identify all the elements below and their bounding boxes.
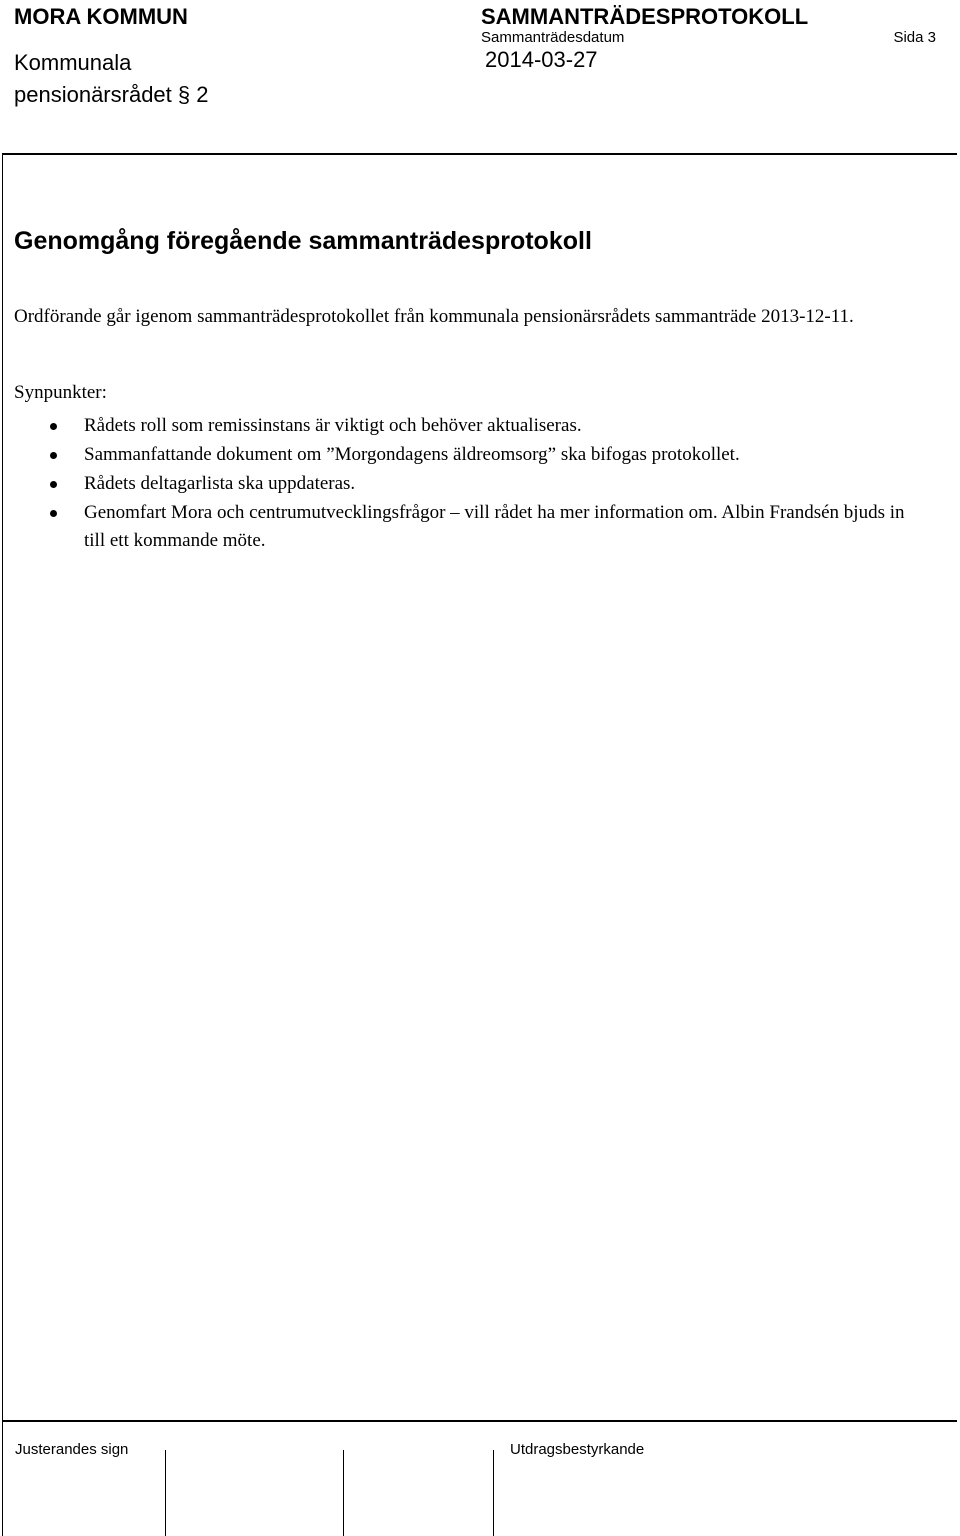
synpunkter-label: Synpunkter: [14, 382, 107, 403]
list-item-text: Sammanfattande dokument om ”Morgondagens äldreomsorg” ska bifogas protokollet. [84, 444, 740, 465]
organization-name: MORA KOMMUN [14, 4, 188, 29]
signature-divider [165, 1450, 166, 1536]
list-item [0, 470, 930, 498]
signature-divider [493, 1450, 494, 1536]
body-name-line2: pensionärsrådet § 2 [14, 82, 209, 107]
meeting-date-label: Sammanträdesdatum [481, 29, 625, 46]
bullet-icon [50, 452, 57, 459]
list-item-text: Rådets roll som remissinstans är viktigt och behöver aktualiseras. [84, 415, 582, 436]
body-name-line1: Kommunala [14, 50, 132, 75]
signature-divider [343, 1450, 344, 1536]
synpunkter-list [0, 412, 930, 556]
justerandes-sign-label: Justerandes sign [15, 1441, 129, 1458]
bullet-icon [50, 510, 57, 517]
bullet-icon [50, 423, 57, 430]
utdragsbestyrkande-label: Utdragsbestyrkande [510, 1441, 645, 1458]
meeting-date-value: 2014-03-27 [485, 47, 598, 72]
list-item-text: Genomfart Mora och centrumutvecklingsfrågor – vill rådet ha mer information om. Albin Frandsén bjuds in till ett kommande möte. [84, 502, 905, 551]
content-frame [2, 153, 957, 1421]
list-item [0, 412, 930, 440]
list-item-text: Rådets deltagarlista ska uppdateras. [84, 473, 356, 494]
list-item [0, 441, 930, 469]
bullet-icon [50, 481, 57, 488]
page-number: Sida 3 [893, 29, 936, 46]
document-type: SAMMANTRÄDESPROTOKOLL [481, 4, 809, 29]
list-item [0, 499, 930, 555]
intro-paragraph: Ordförande går igenom sammanträdesprotokollet från kommunala pensionärsrådets sammanträde 2013-12-11. [14, 306, 854, 327]
section-heading: Genomgång föregående sammanträdesprotokoll [14, 227, 592, 255]
signature-box [2, 1420, 957, 1536]
header-body-name [14, 47, 208, 111]
